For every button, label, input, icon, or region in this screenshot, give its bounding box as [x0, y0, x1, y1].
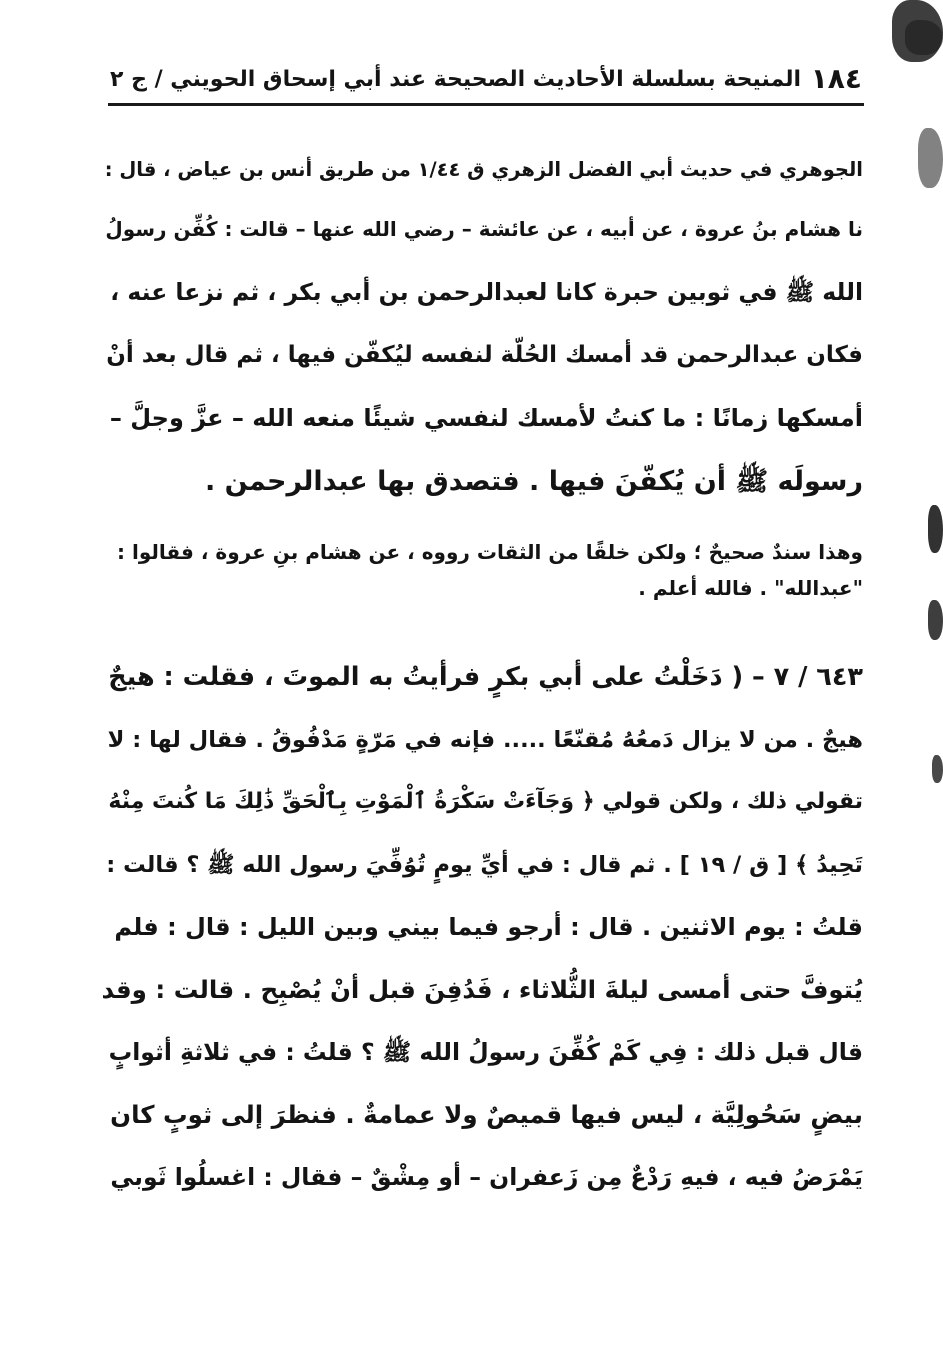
hadith-643-paragraph: [100, 646, 863, 1209]
text-line: الله ﷺ في ثوبين حبرة كانا لعبدالرحمن بن أبي بكر ، ثم نزعا عنه ،: [110, 278, 863, 306]
text-line: يُتوفَّ حتى أمسى ليلةَ الثُّلاثاء ، فَدُفِنَ قبل أنْ يُصْبِح . قالت : وقد: [101, 974, 863, 1004]
text-line: ٦٤٣ / ٧ – ( دَخَلْتُ على أبي بكرٍ فرأيتُ به الموتَ ، فقلت : هيجٌ: [108, 662, 863, 692]
text-line: رسولَه ﷺ أن يُكفّنَ فيها . فتصدق بها عبدالرحمن .: [204, 466, 863, 497]
scan-smudge: [932, 755, 943, 783]
text-line: تقولي ذلك ، ولكن قولي ﴿ وَجَآءَتْ سَكْرَةُ ٱلْمَوْتِ بِٱلْحَقِّ ذَٰلِكَ مَا كُنتَ مِنْهُ: [108, 789, 863, 814]
running-header: [110, 62, 862, 98]
text-line: أمسكها زمانًا : ما كنتُ لأمسك لنفسي شيئًا منعه الله – عزَّ وجلَّ –: [109, 404, 863, 432]
page-number: ١٨٤: [810, 62, 862, 95]
book-title-header: المنيحة بسلسلة الأحاديث الصحيحة عند أبي إسحاق الحويني / ج ٢: [110, 67, 802, 92]
text-line: "عبدالله" . فالله أعلم .: [638, 576, 863, 600]
hadith-text-paragraph: [100, 198, 863, 513]
text-line: قلتُ : يوم الاثنين . قال : أرجو فيما بيني وبين الليل : قال : فلم: [114, 913, 863, 941]
text-line: بيضٍ سَحُولِيَّة ، ليس فيها قميصٌ ولا عمامةٌ . فنظرَ إلى ثوبٍ كان: [110, 1099, 863, 1129]
text-line: الجوهري في حديث أبي الفضل الزهري ق ١/٤٤ من طريق أنس بن عياض ، قال :: [104, 158, 863, 181]
text-line: قال قبل ذلك : فِي كَمْ كُفِّنَ رسولُ الله ﷺ ؟ قلتُ : في ثلاثةِ أثوابٍ: [108, 1038, 863, 1066]
text-line: تَحِيدُ ﴾ [ ق / ١٩ ] . ثم قال : في أيِّ يومٍ تُوُفِّيَ رسول الله ﷺ ؟ قالت :: [106, 851, 863, 878]
scan-smudge: [905, 20, 943, 55]
intro-paragraph: [100, 152, 863, 188]
header-divider: [108, 103, 864, 106]
scan-smudge: [928, 600, 943, 640]
text-line: وهذا سندٌ صحيحٌ ؛ ولكن خلقًا من الثقات رووه ، عن هشام بنِ عروة ، فقالوا :: [117, 540, 863, 564]
text-line: نا هشام بنُ عروة ، عن أبيه ، عن عائشة – رضي الله عنها – قالت : كُفِّن رسولُ: [105, 217, 863, 241]
commentary-paragraph: [100, 534, 863, 606]
text-line: فكان عبدالرحمن قد أمسك الحُلّة لنفسه ليُكفّن فيها ، ثم قال بعد أنْ: [106, 342, 863, 368]
text-line: هيجٌ . من لا يزال دَمعُهُ مُقنّعًا ..... فإنه في مَرّةٍ مَدْفُوقُ . فقال لها : لا: [107, 726, 863, 753]
scan-smudge: [918, 128, 943, 188]
text-line: يَمْرَضُ فيه ، فيهِ رَدْعٌ مِن زَعفران – أو مِشْقٌ – فقال : اغسلُوا ثَوبي: [110, 1163, 863, 1191]
scan-smudge: [928, 505, 943, 553]
